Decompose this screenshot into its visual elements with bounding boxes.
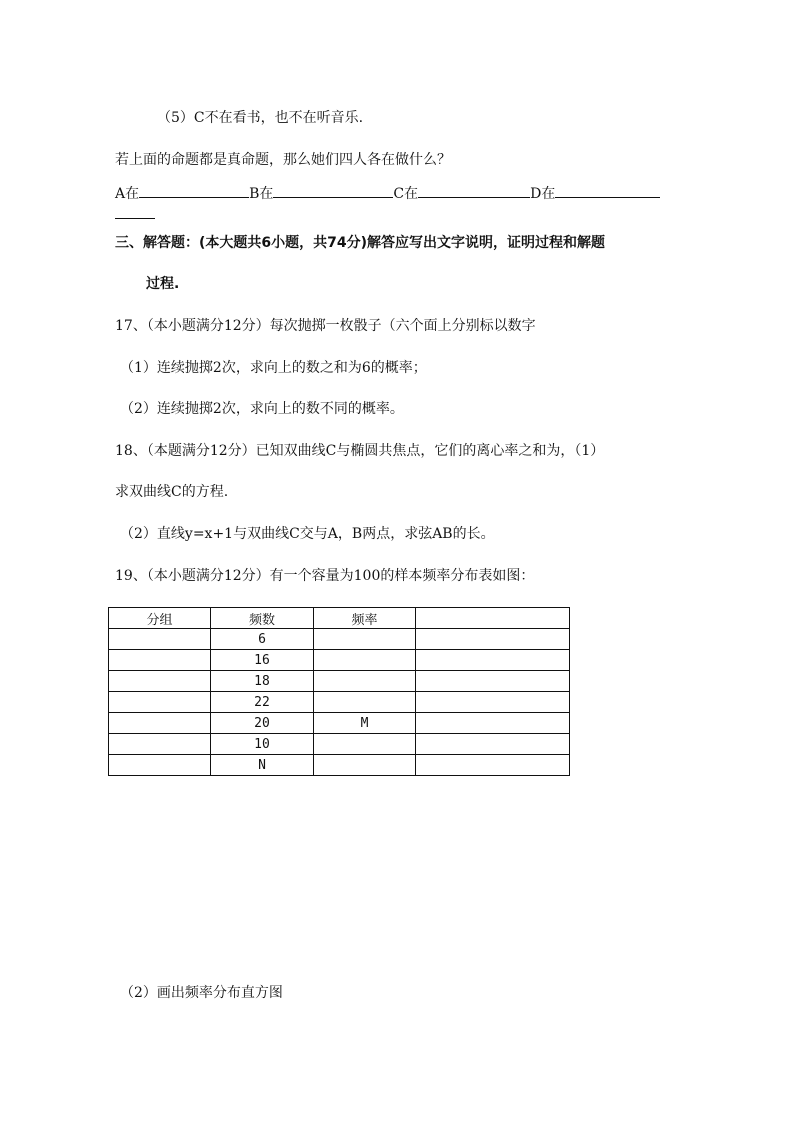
header-count: 频数 xyxy=(211,608,314,629)
table-cell xyxy=(109,629,211,650)
table-cell: 10 xyxy=(211,734,314,755)
answer-label-b: B在 xyxy=(249,186,274,202)
q19-part2: （2）画出频率分布直方图 xyxy=(120,985,283,1001)
table-cell xyxy=(109,692,211,713)
table-cell xyxy=(416,713,570,734)
section-3-heading-cont: 过程. xyxy=(146,276,180,292)
table-cell xyxy=(314,734,416,755)
table-row xyxy=(109,734,570,755)
table-cell xyxy=(416,629,570,650)
answer-blank-a[interactable] xyxy=(139,183,249,198)
table-cell: 6 xyxy=(211,629,314,650)
table-row xyxy=(109,671,570,692)
q18-stem: 18、（本题满分12分）已知双曲线C与椭圆共焦点，它们的离心率之和为，（1） xyxy=(115,443,605,459)
table-row xyxy=(109,629,570,650)
question-text: 若上面的命题都是真命题，那么她们四人各在做什么？ xyxy=(115,152,451,168)
header-frequency: 频率 xyxy=(314,608,416,629)
answer-blank-c[interactable] xyxy=(418,183,530,198)
answer-blank-d[interactable] xyxy=(555,183,660,198)
condition-5: （5）C不在看书，也不在听音乐. xyxy=(157,110,364,126)
table-cell: 22 xyxy=(211,692,314,713)
table-row xyxy=(109,650,570,671)
table-cell xyxy=(109,734,211,755)
table-cell xyxy=(109,671,211,692)
table-cell xyxy=(416,692,570,713)
table-cell: M xyxy=(314,713,416,734)
table-cell xyxy=(109,713,211,734)
header-group: 分组 xyxy=(109,608,211,629)
q19-stem: 19、（本小题满分12分）有一个容量为100的样本频率分布表如图： xyxy=(115,568,535,584)
table-cell xyxy=(416,671,570,692)
header-extra xyxy=(416,608,570,629)
table-cell xyxy=(314,755,416,776)
table-cell: 18 xyxy=(211,671,314,692)
table-cell: N xyxy=(211,755,314,776)
table-row xyxy=(109,692,570,713)
table-cell xyxy=(416,755,570,776)
section-3-heading: 三、解答题：(本大题共6小题，共74分)解答应写出文字说明，证明过程和解题 xyxy=(115,235,606,251)
answer-label-a: A在 xyxy=(115,186,140,202)
table-cell xyxy=(109,650,211,671)
q17-stem: 17、（本小题满分12分）每次抛掷一枚骰子（六个面上分别标以数字 xyxy=(115,318,536,334)
table-cell xyxy=(416,734,570,755)
q17-part2: （2）连续抛掷2次，求向上的数不同的概率。 xyxy=(120,401,404,417)
q18-part2: （2）直线y=x+1与双曲线C交与A，B两点，求弦AB的长。 xyxy=(120,526,495,542)
table-cell xyxy=(314,629,416,650)
table-cell xyxy=(109,755,211,776)
answer-label-d: D在 xyxy=(530,186,556,202)
answer-label-c: C在 xyxy=(393,186,419,202)
q18-stem-cont: 求双曲线C的方程. xyxy=(115,484,229,500)
frequency-table xyxy=(108,607,570,776)
q17-part1: （1）连续抛掷2次，求向上的数之和为6的概率； xyxy=(120,360,427,376)
answer-blank-continuation xyxy=(115,204,155,225)
answer-blanks xyxy=(115,183,660,204)
table-cell xyxy=(314,650,416,671)
table-row xyxy=(109,713,570,734)
table-cell xyxy=(314,692,416,713)
table-cell: 16 xyxy=(211,650,314,671)
table-header-row xyxy=(109,608,570,629)
table-cell xyxy=(314,671,416,692)
answer-blank-b[interactable] xyxy=(273,183,393,198)
table-row xyxy=(109,755,570,776)
table-cell xyxy=(416,650,570,671)
table-cell: 20 xyxy=(211,713,314,734)
